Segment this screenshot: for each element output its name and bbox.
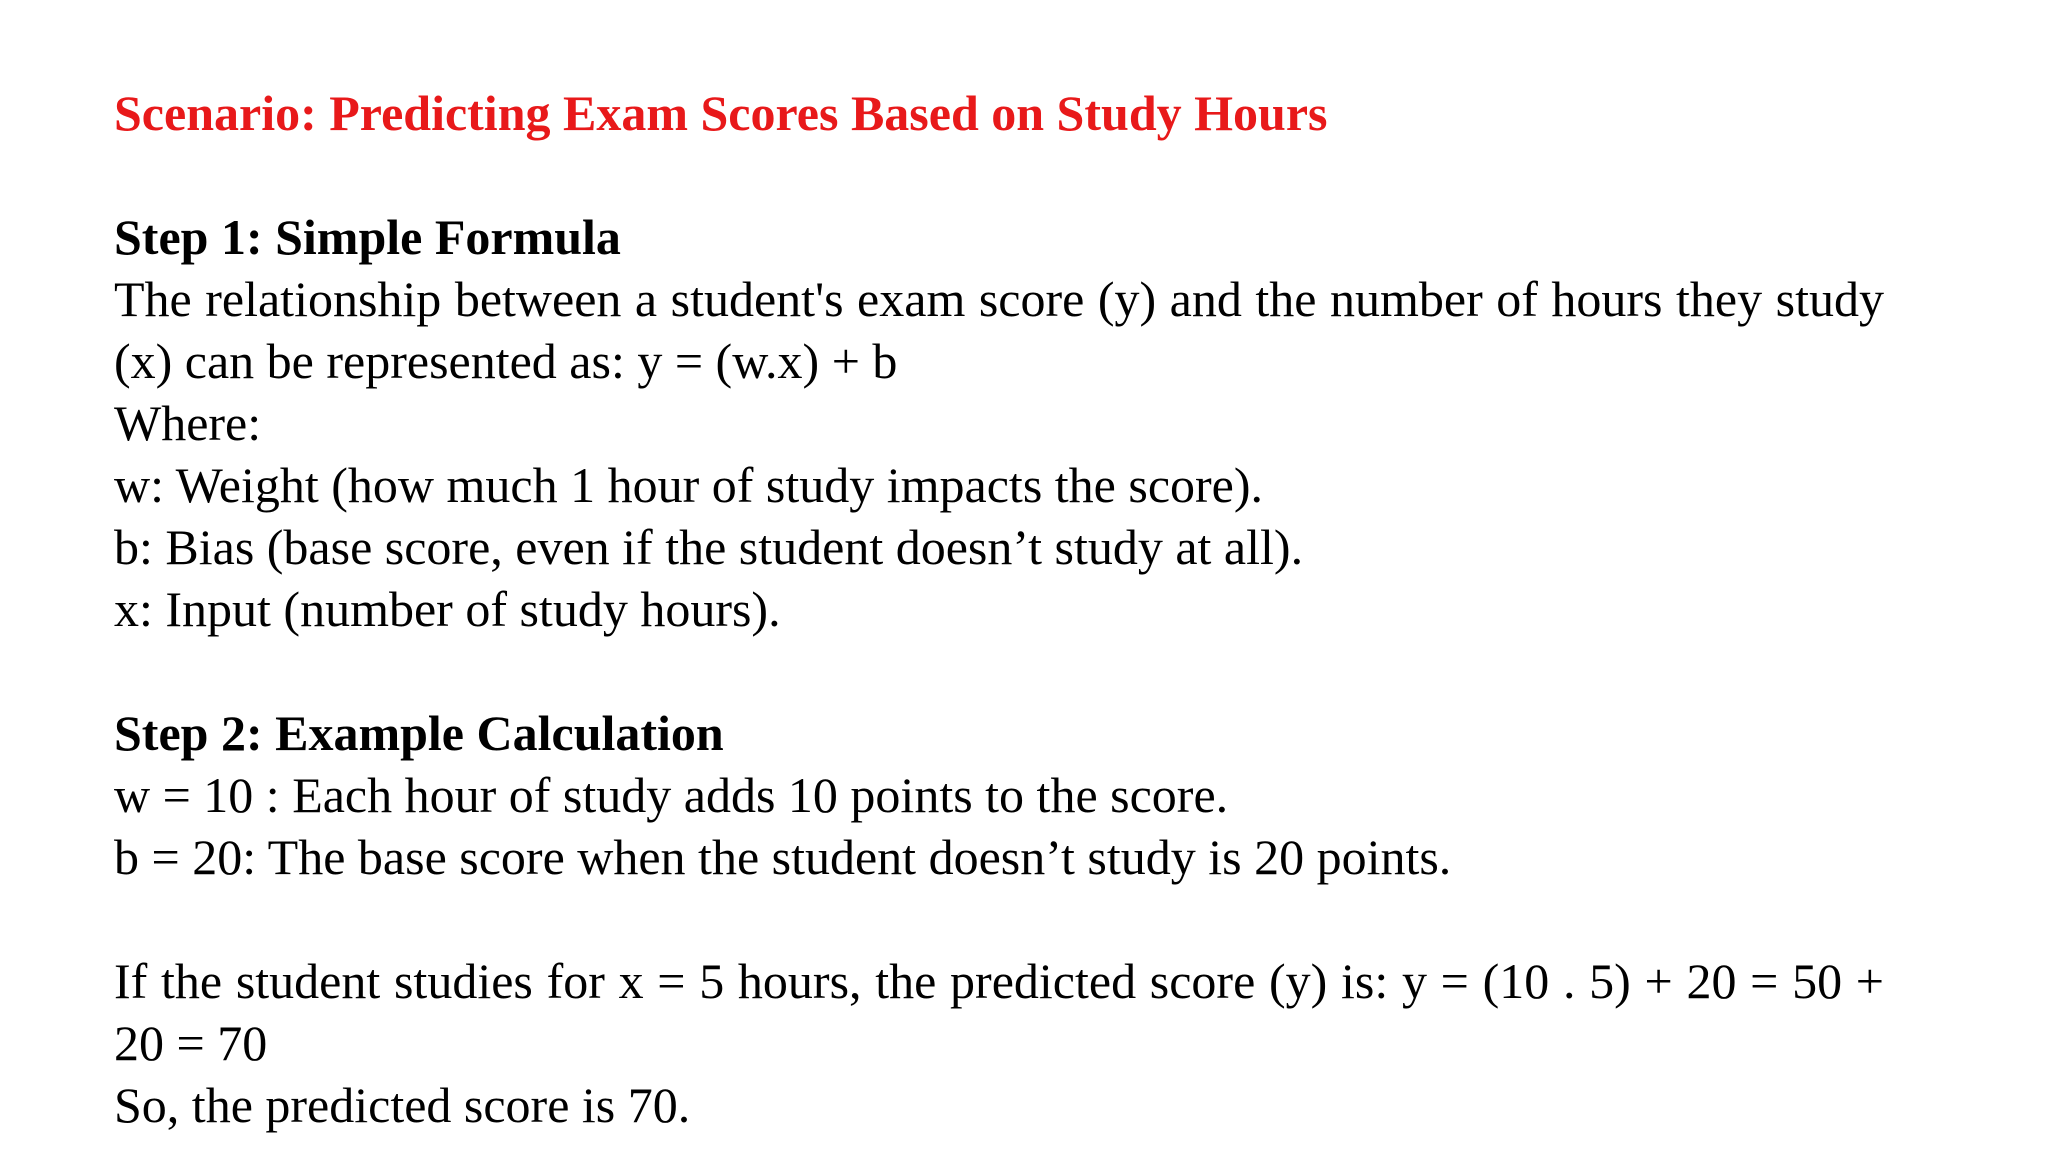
conclusion-line: So, the predicted score is 70. (114, 1077, 691, 1133)
example-weight-line: w = 10 : Each hour of study adds 10 points to the score. (114, 767, 1229, 823)
formula-intro-paragraph: The relationship between a student's exam score (y) and the number of hours they study (x) can be represented as: y = (w.x) + b (114, 271, 1884, 389)
definition-input: x: Input (number of study hours). (114, 581, 781, 637)
example-bias-line: b = 20: The base score when the student doesn’t study is 20 points. (114, 829, 1452, 885)
slide-title: Scenario: Predicting Exam Scores Based on Study Hours (114, 85, 1328, 141)
calculation-paragraph: If the student studies for x = 5 hours, the predicted score (y) is: y = (10 . 5) + 20 = 50 + 20 = 70 (114, 953, 1884, 1071)
spacer (114, 640, 1884, 702)
definition-bias: b: Bias (base score, even if the student doesn’t study at all). (114, 519, 1304, 575)
step2-heading: Step 2: Example Calculation (114, 705, 724, 761)
spacer (114, 144, 1884, 206)
spacer (114, 888, 1884, 950)
slide-content (114, 82, 1884, 1136)
step1-heading: Step 1: Simple Formula (114, 209, 621, 265)
where-label: Where: (114, 395, 262, 451)
definition-weight: w: Weight (how much 1 hour of study impacts the score). (114, 457, 1263, 513)
